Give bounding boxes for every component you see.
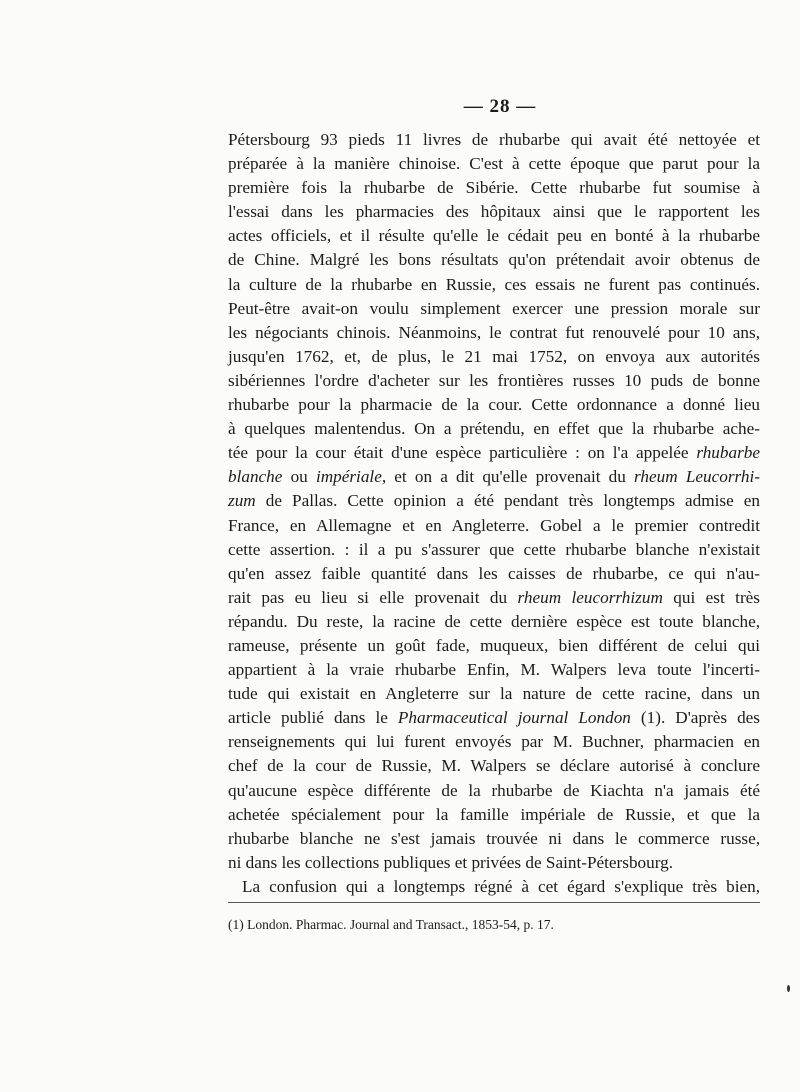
text-line: tude qui existait en Angleterre sur la nature de cette racine, dans un: [228, 684, 760, 704]
text-run: article publié dans le: [228, 708, 398, 728]
text-line: préparée à la manière chinoise. C'est à cette époque que parut pour la: [228, 154, 760, 174]
text-line: l'essai dans les pharmacies des hôpitaux ainsi que le rapportent les: [228, 202, 760, 222]
journal-title: Pharmaceutical journal London: [397, 708, 631, 728]
text-run: , et on a dit qu'elle provenait du: [381, 467, 635, 487]
text-run: rait pas eu lieu si elle provenait du: [228, 587, 518, 607]
text-run: ou: [282, 467, 316, 487]
text-line: Peut-être avait-on voulu simplement exercer une pression morale sur: [228, 298, 760, 318]
text-line: [228, 489, 760, 513]
text-line: à quelques malentendus. On a prétendu, en effet que la rhubarbe ache-: [228, 419, 760, 439]
footnote: (1) London. Pharmac. Journal and Transact., 1853-54, p. 17.: [228, 917, 554, 932]
italic-term: blanche: [228, 467, 283, 487]
text-line: qu'en assez faible quantité dans les caisses de rhubarbe, ce qui n'au-: [228, 563, 760, 583]
text-line: ni dans les collections publiques et privées de Saint-Pétersbourg.: [228, 852, 674, 872]
text-line: appartient à la vraie rhubarbe Enfin, M. Walpers leva toute l'incerti-: [228, 660, 760, 680]
text-run: tée pour la cour était d'une espèce particulière : on l'a appelée: [228, 443, 697, 463]
italic-term: rhubarbe: [696, 443, 760, 463]
text-line: les négociants chinois. Néanmoins, le contrat fut renouvelé pour 10 ans,: [228, 322, 760, 342]
text-line: de Chine. Malgré les bons résultats qu'on prétendait avoir obtenus de: [228, 250, 760, 270]
text-line: [228, 465, 760, 489]
text-run: de Pallas. Cette opinion a été pendant très longtemps admise en: [255, 491, 760, 511]
text-line: cette assertion. : il a pu s'assurer que cette rhubarbe blanche n'existait: [228, 539, 760, 559]
text-line: [228, 441, 760, 465]
ink-speck: [787, 985, 790, 992]
italic-term: rheum Leucorrhi-: [634, 467, 760, 487]
text-line: La confusion qui a longtemps régné à cet égard s'explique très bien,: [242, 876, 760, 896]
italic-term: impériale: [315, 467, 382, 487]
text-line: actes officiels, et il résulte qu'elle le cédait peu en bonté à la rhubarbe: [228, 226, 760, 246]
text-line: Pétersbourg 93 pieds 11 livres de rhubarbe qui avait été nettoyée et: [228, 130, 760, 149]
body-text: [228, 128, 760, 899]
italic-term: zum: [228, 491, 256, 511]
text-line: rameuse, présente un goût fade, muqueux, bien différent de celui qui: [228, 635, 760, 655]
text-line: jusqu'en 1762, et, de plus, le 21 mai 1752, on envoya aux autorités: [228, 346, 760, 366]
text-line: achetée spécialement pour la famille impériale de Russie, et que la: [228, 804, 760, 824]
italic-term: rheum leucorrhizum: [517, 587, 663, 607]
text-line: rhubarbe blanche ne s'est jamais trouvée ni dans le commerce russe,: [228, 828, 760, 848]
text-line: renseignements qui lui furent envoyés par M. Buchner, pharmacien en: [228, 732, 760, 752]
text-line: France, en Allemagne et en Angleterre. Gobel a le premier contredit: [228, 515, 760, 535]
text-line: première fois la rhubarbe de Sibérie. Cette rhubarbe fut soumise à: [228, 178, 760, 198]
text-run: qui est très: [662, 587, 760, 607]
text-line: [228, 586, 760, 610]
text-run: (1). D'après des: [630, 708, 760, 728]
text-line: rhubarbe pour la pharmacie de la cour. Cette ordonnance a donné lieu: [228, 395, 760, 415]
page-number: — 28 —: [463, 96, 537, 117]
text-line: la culture de la rhubarbe en Russie, ces essais ne furent pas continués.: [228, 274, 760, 294]
text-line: [228, 706, 760, 730]
text-line: répandu. Du reste, la racine de cette dernière espèce est toute blanche,: [228, 611, 760, 631]
text-line: sibériennes l'ordre d'acheter sur les frontières russes 10 puds de bonne: [228, 370, 760, 390]
text-line: chef de la cour de Russie, M. Walpers se déclare autorisé à conclure: [228, 756, 760, 776]
footnote-rule: [228, 902, 760, 903]
text-line: qu'aucune espèce différente de la rhubarbe de Kiachta n'a jamais été: [228, 780, 760, 800]
